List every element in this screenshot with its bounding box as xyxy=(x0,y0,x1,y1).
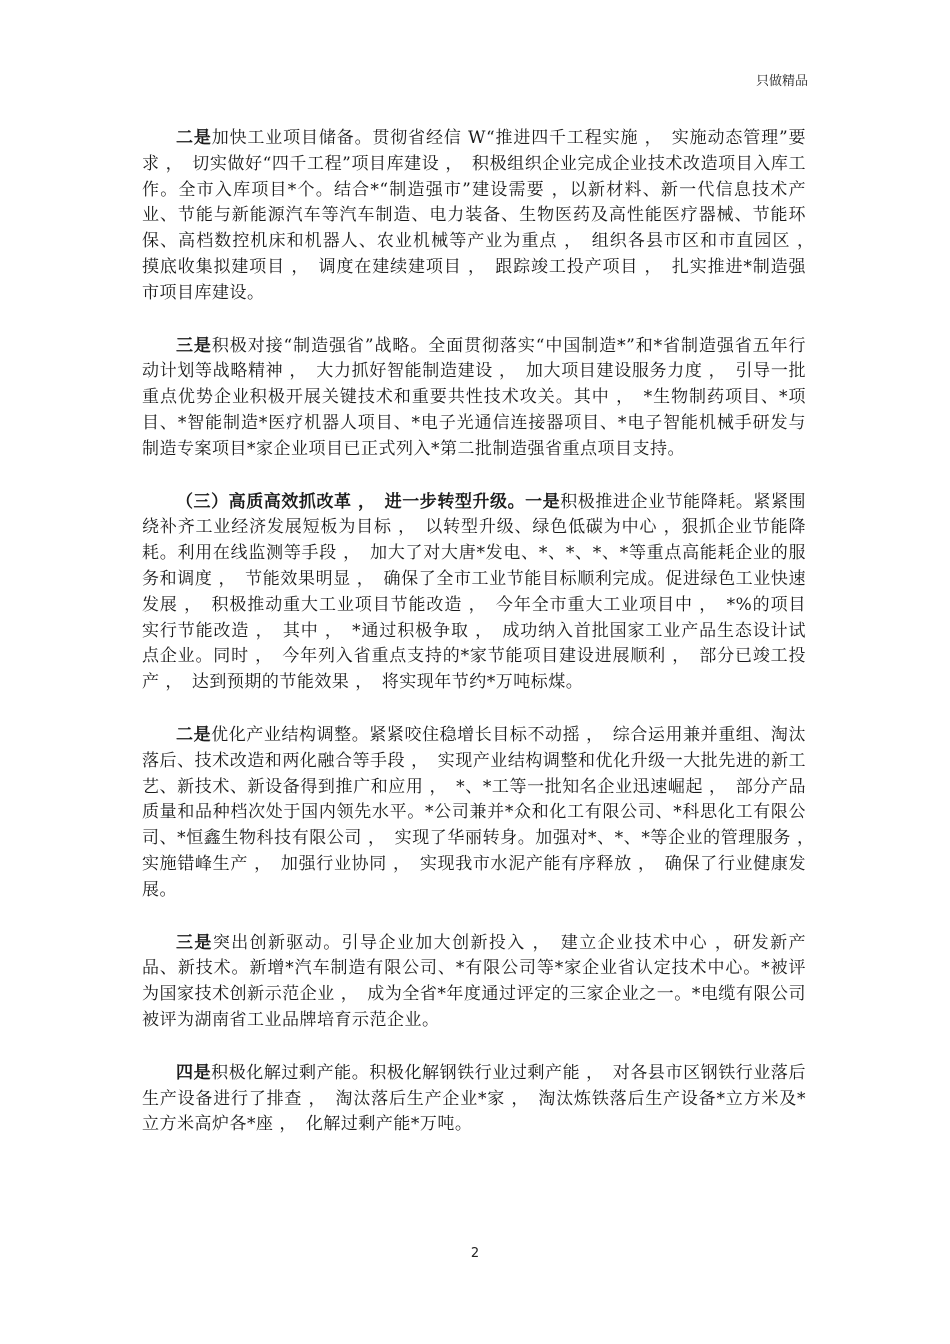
paragraph xyxy=(142,931,806,1034)
paragraph-text: 优化产业结构调整。紧紧咬住稳增长目标不动摇 ， 综合运用兼并重组、淘汰落后、技术改造和两化融合等手段 ， 实现产业结构调整和优化升级一大批先进的新工艺、新技术、新设备得到推广和应用 ， *、*工等一批知名企业迅速崛起 ， 部分产品质量和品种档次处于国内领先水平。*公司兼并*众和化工有限公司、*科思化工有限公司、*恒鑫生物科技有限公司 ， 实现了华丽转身。加强对*、*、*等企业的管理服务 ， 实施错峰生产 ， 加强行业协同 ， 实现我市水泥产能有序释放 ， 确保了行业健康发展。 xyxy=(142,724,824,900)
paragraph-lead: 四是 xyxy=(176,1062,212,1083)
paragraph-lead: （三）高质高效抓改革 ， 进一步转型升级。一是 xyxy=(176,491,561,512)
paragraph xyxy=(142,490,806,696)
paragraph xyxy=(142,334,806,463)
paragraph-lead: 二是 xyxy=(176,128,212,148)
paragraph xyxy=(142,723,824,904)
document-body xyxy=(142,126,824,1165)
paragraph-lead: 三是 xyxy=(176,932,213,953)
paragraph-lead: 二是 xyxy=(176,724,212,745)
paragraph-text: 积极对接“制造强省”战略。全面贯彻落实“中国制造*”和*省制造强省五年行动计划等战略精神 ， 大力抓好智能制造建设 ， 加大项目建设服务力度 ， 引导一批重点优势企业积极开展关键技术和重要共性技术攻关。其中 ， *生物制药项目、*项目、*智能制造*医疗机器人项目、*电子光通信连接器项目、*电子智能机械手研发与制造专案项目*家企业项目已正式列入*第二批制造强省重点项目支持。 xyxy=(142,335,807,459)
paragraph-text: 加快工业项目储备。贯彻省经信 W“推进四千工程实施 ， 实施动态管理”要求 ， 切实做好“四千工程”项目库建设 ， 积极组织企业完成企业技术改造项目入库工作。全市入库项目*个。结合*“制造强市”建设需要 ，以新材料、新一代信息技术产业、节能与新能源汽车等汽车制造、电力装备、生物医药及高性能医疗器械、节能环保、高档数控机床和机器人、农业机械等产业为重点 ， 组织各县市区和市直园区 ， 摸底收集拟建项目 ， 调度在建续建项目 ， 跟踪竣工投产项目 ， 扎实推进*制造强市项目库建设。 xyxy=(142,128,824,303)
paragraph xyxy=(142,126,824,307)
page-header-text: 只做精品 xyxy=(755,74,808,89)
paragraph-text: 积极化解过剩产能。积极化解钢铁行业过剩产能 ， 对各县市区钢铁行业落后生产设备进行了排查 ， 淘汰落后生产企业*家 ， 淘汰炼铁落后生产设备*立方米及*立方米高炉各*座 ， 化解过剩产能*万吨。 xyxy=(142,1062,807,1135)
paragraph-text: 积极推进企业节能降耗。紧紧围绕补齐工业经济发展短板为目标 ， 以转型升级、绿色低碳为中心 ，狠抓企业节能降耗。利用在线监测等手段 ， 加大了对大唐*发电、*、*、*、*等重点高能耗企业的服务和调度 ， 节能效果明显 ， 确保了全市工业节能目标顺利完成。促进绿色工业快速发展 ， 积极推动重大工业项目节能改造 ， 今年全市重大工业项目中 ， *%的项目实行节能改造 ， 其中 ， *通过积极争取 ， 成功纳入首批国家工业产品生态设计试点企业。同时 ， 今年列入省重点支持的*家节能项目建设进展顺利 ， 部分已竣工投产 ， 达到预期的节能效果 ， 将实现年节约*万吨标煤。 xyxy=(142,491,806,693)
paragraph xyxy=(142,1061,806,1138)
paragraph-text: 突出创新驱动。引导企业加大创新投入 ， 建立企业技术中心 ，研发新产品、新技术。新增*汽车制造有限公司、*有限公司等*家企业省认定技术中心。*被评为国家技术创新示范企业 ， 成为全省*年度通过评定的三家企业之一。*电缆有限公司被评为湖南省工业品牌培育示范企业。 xyxy=(142,932,806,1030)
page-number: 2 xyxy=(470,1246,480,1261)
paragraph-lead: 三是 xyxy=(176,335,212,356)
